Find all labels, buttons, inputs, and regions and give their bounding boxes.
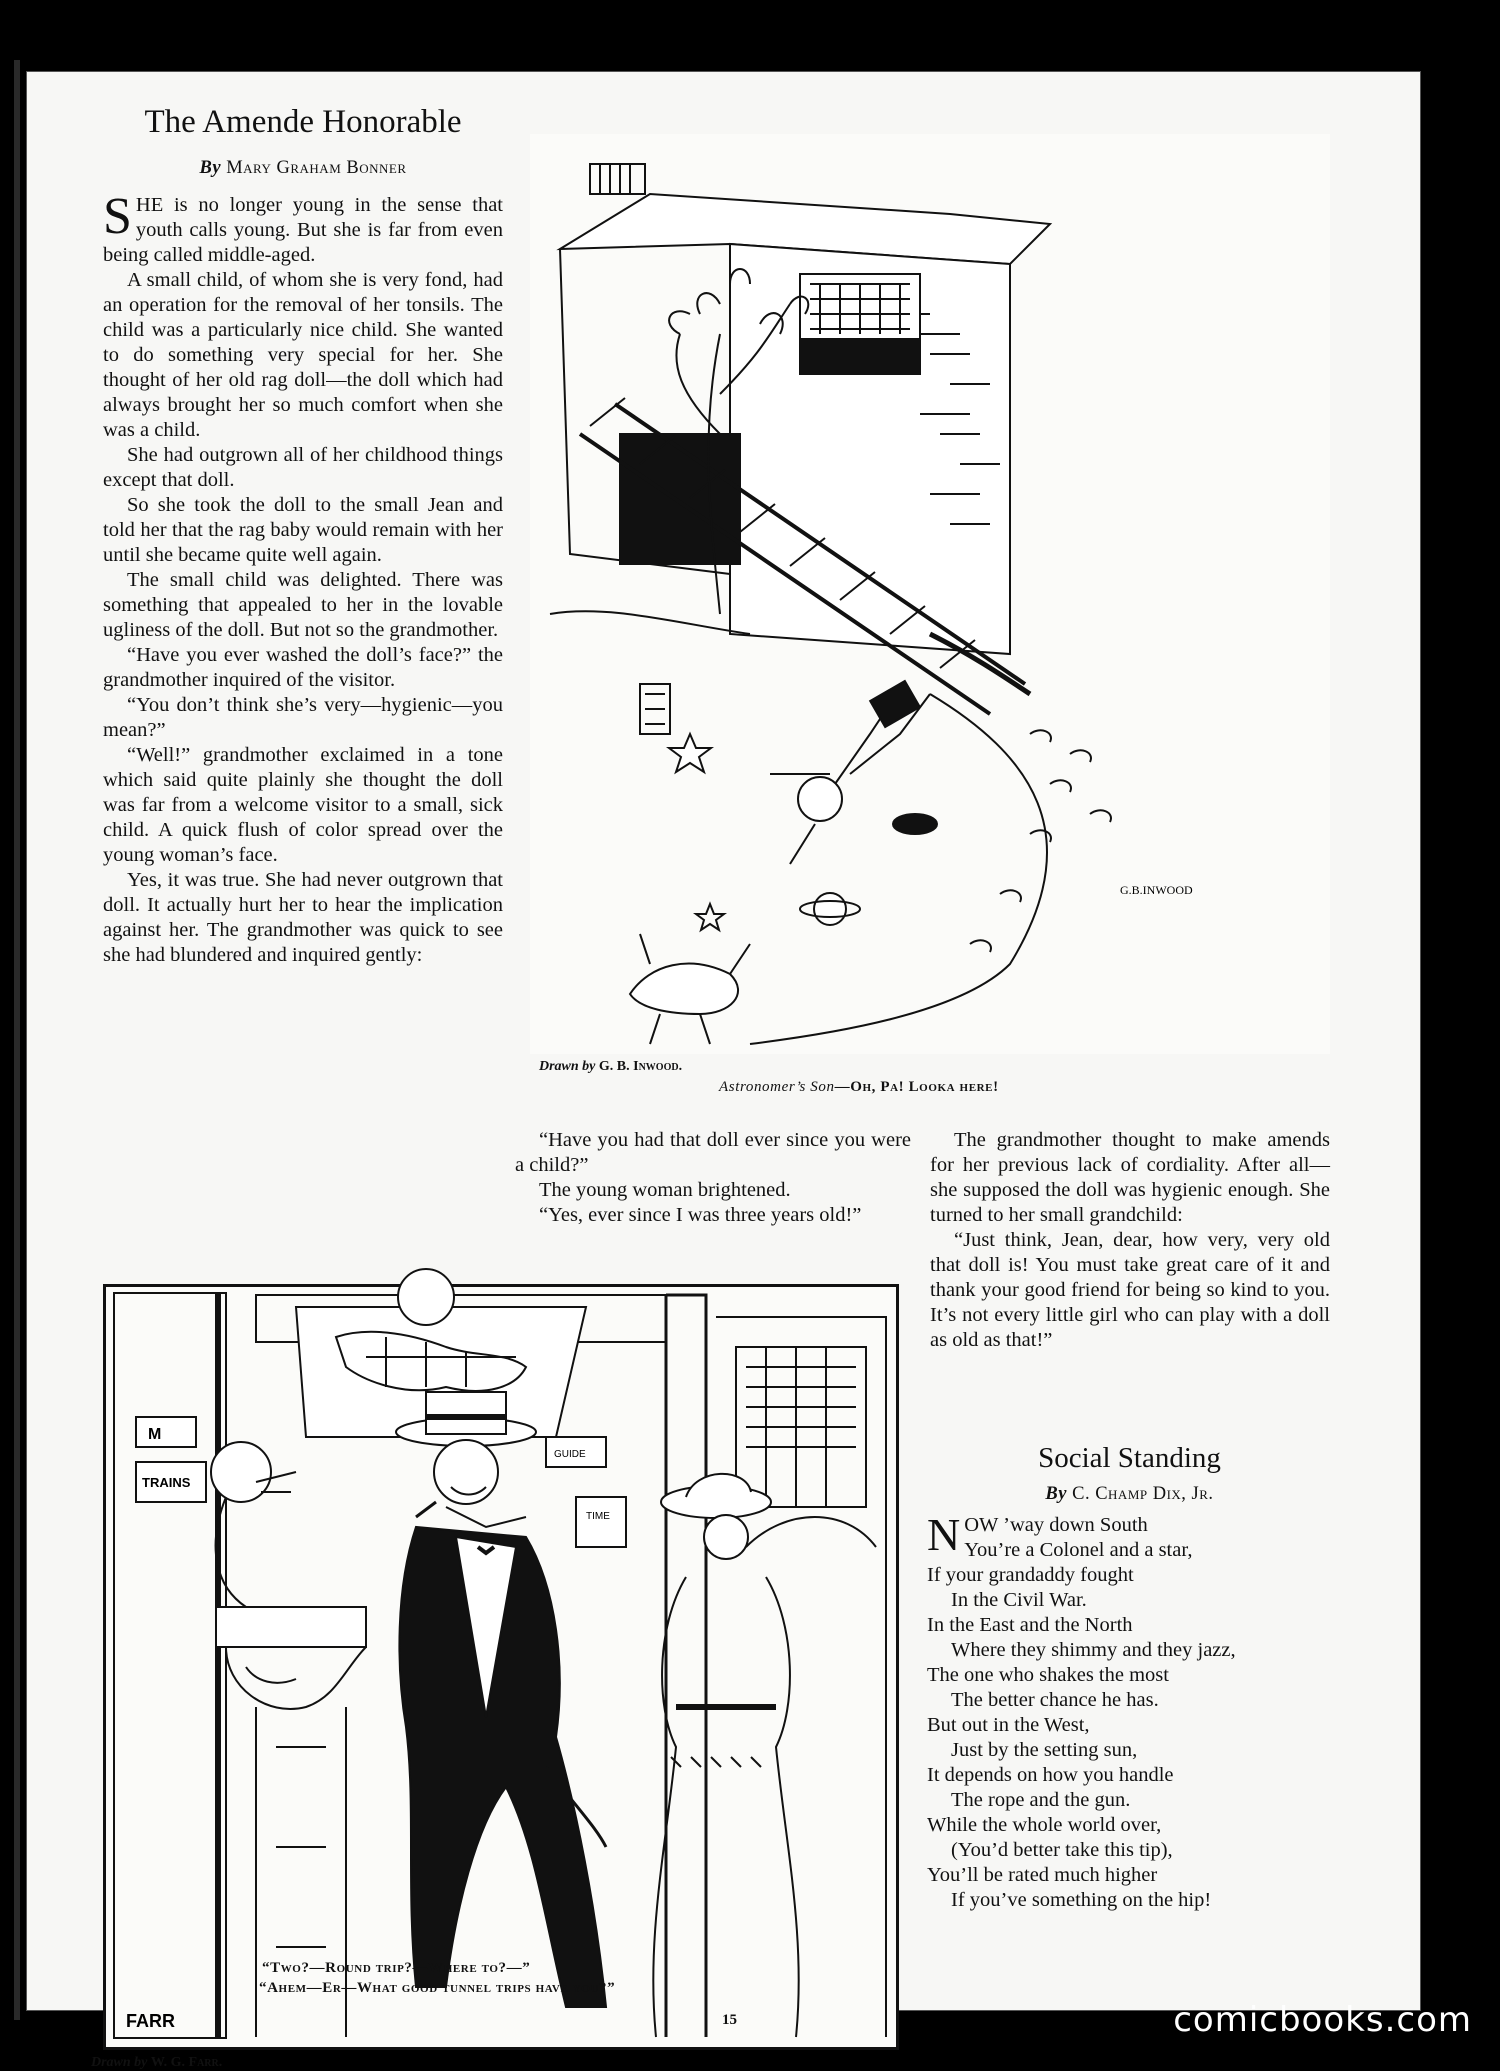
cartoon2-caption-line-2: “Ahem—Er—What good tunnel trips have you?” [259,1980,616,1996]
cartoon2-caption-line-1: “Two?—Round trip?—Where to?—” [262,1960,531,1976]
paragraph-13: The grandmother thought to make amends for her previous lack of cordiality. After all—she supposed the doll was hygienic enough. She turned to her small grandchild: [930,1129,1330,1226]
article-byline [927,1482,1332,1507]
paragraph-9: Yes, it was true. She had never outgrown that doll. It actually hurt her to hear the implication against her. The grandmother was quick to see she had blundered and inquired gently: [103,869,503,966]
ticket-office-drawing [106,1287,896,2047]
poem-line-12: The rope and the gun. [951,1789,1131,1811]
farr-signature: FARR [126,2011,175,2031]
paragraph-5: The small child was delighted. There was something that appealed to her in the lovable ugliness of the doll. But not so the grandmother. [103,569,503,641]
poem-line-2: You’re a Colonel and a star, [964,1539,1193,1561]
byline-by: By [1045,1484,1067,1504]
byline-by: By [199,158,222,178]
cartoon2-credit [91,2055,222,2071]
paragraph-11: The young woman brightened. [539,1179,791,1201]
credit-artist: W. G. Farr. [150,2055,223,2070]
paragraph-4: So she took the doll to the small Jean and told her that the rag baby would remain with her until she became quite well again. [103,494,503,566]
byline-author: C. Champ Dix, Jr. [1072,1484,1214,1504]
drop-cap: N [927,1509,961,1560]
paragraph-8: “Well!” grandmother exclaimed in a tone which said quite plainly she thought the doll was far from a welcome visitor to a small, sick child. A quick flush of color spread over the young woman’s face. [103,744,503,866]
paragraph-10: “Have you had that doll ever since you were a child?” [515,1129,911,1176]
cartoon1-caption [719,1079,999,1096]
page-number: 15 [722,2012,737,2028]
article-social-standing [927,1440,1332,1913]
cartoon-astronomer-illustration [530,134,1330,1054]
cartoon-ticket-office-illustration [103,1284,899,2050]
site-watermark: comicbooks.com [1173,2000,1472,2040]
poem-line-13: While the whole world over, [927,1814,1162,1836]
paragraph-1: SHE is no longer young in the sense that youth calls young. But she is far from even being called middle-aged. [103,188,503,266]
poem-line-16: If you’ve something on the hip! [951,1889,1212,1911]
byline-author: Mary Graham Bonner [226,158,407,178]
poem-line-3: If your grandaddy fought [927,1564,1134,1586]
article-amende-column-1 [103,102,503,968]
poem-line-6: Where they shimmy and they jazz, [951,1639,1236,1661]
drop-cap: S [103,188,132,245]
credit-label: Drawn by [539,1059,596,1074]
article-amende-column-3 [930,1128,1330,1353]
paragraph-14: “Just think, Jean, dear, how very, very old that doll is! You must take great care of it and thank your good friend for being so kind to you. It’s not every little girl who can play with a doll as old as that!” [930,1229,1330,1351]
binding-spine [14,60,20,2020]
poem [927,1509,1332,1913]
credit-label: Drawn by [91,2055,148,2070]
poem-line-10: Just by the setting sun, [951,1739,1138,1761]
article-byline [103,156,503,181]
poem-line-8: The better chance he has. [951,1689,1159,1711]
sign-trains: TRAINS [142,1475,191,1490]
astronomer-drawing [530,134,1330,1054]
poem-line-15: You’ll be rated much higher [927,1864,1158,1886]
sign-time: TIME [586,1511,610,1522]
article-title: The Amende Honorable [144,104,462,140]
poem-line-1: NOW ’way down South [927,1509,1148,1560]
article-amende-column-2 [515,1128,911,1228]
poem-line-11: It depends on how you handle [927,1764,1174,1786]
poem-line-4: In the Civil War. [951,1589,1087,1611]
poem-line-5: In the East and the North [927,1614,1133,1636]
poem-line-9: But out in the West, [927,1714,1090,1736]
paragraph-12: “Yes, ever since I was three years old!” [539,1204,862,1226]
inwood-signature: G.B.INWOOD [1120,883,1193,897]
cartoon1-credit [539,1059,682,1075]
article-title: Social Standing [1038,1442,1221,1474]
paragraph-7: “You don’t think she’s very—hygienic—you mean?” [103,694,503,741]
credit-artist: G. B. Inwood. [598,1059,683,1074]
caption-speaker: Astronomer’s Son [719,1079,835,1095]
paragraph-2: A small child, of whom she is very fond, had an operation for the removal of her tonsils. The child was a particularly nice child. She wanted to do something very special for her. She thought of her old rag doll—the doll which had always brought her so much comfort when she was a child. [103,269,503,441]
paragraph-3: She had outgrown all of her childhood things except that doll. [103,444,503,491]
sign-m: M [148,1426,162,1443]
paragraph-6: “Have you ever washed the doll’s face?” the grandmother inquired of the visitor. [103,644,503,691]
poem-line-14: (You’d better take this tip), [951,1839,1173,1861]
poem-line-7: The one who shakes the most [927,1664,1169,1686]
sign-guide: GUIDE [554,1449,586,1460]
caption-text: —Oh, Pa! Looka here! [834,1079,999,1095]
